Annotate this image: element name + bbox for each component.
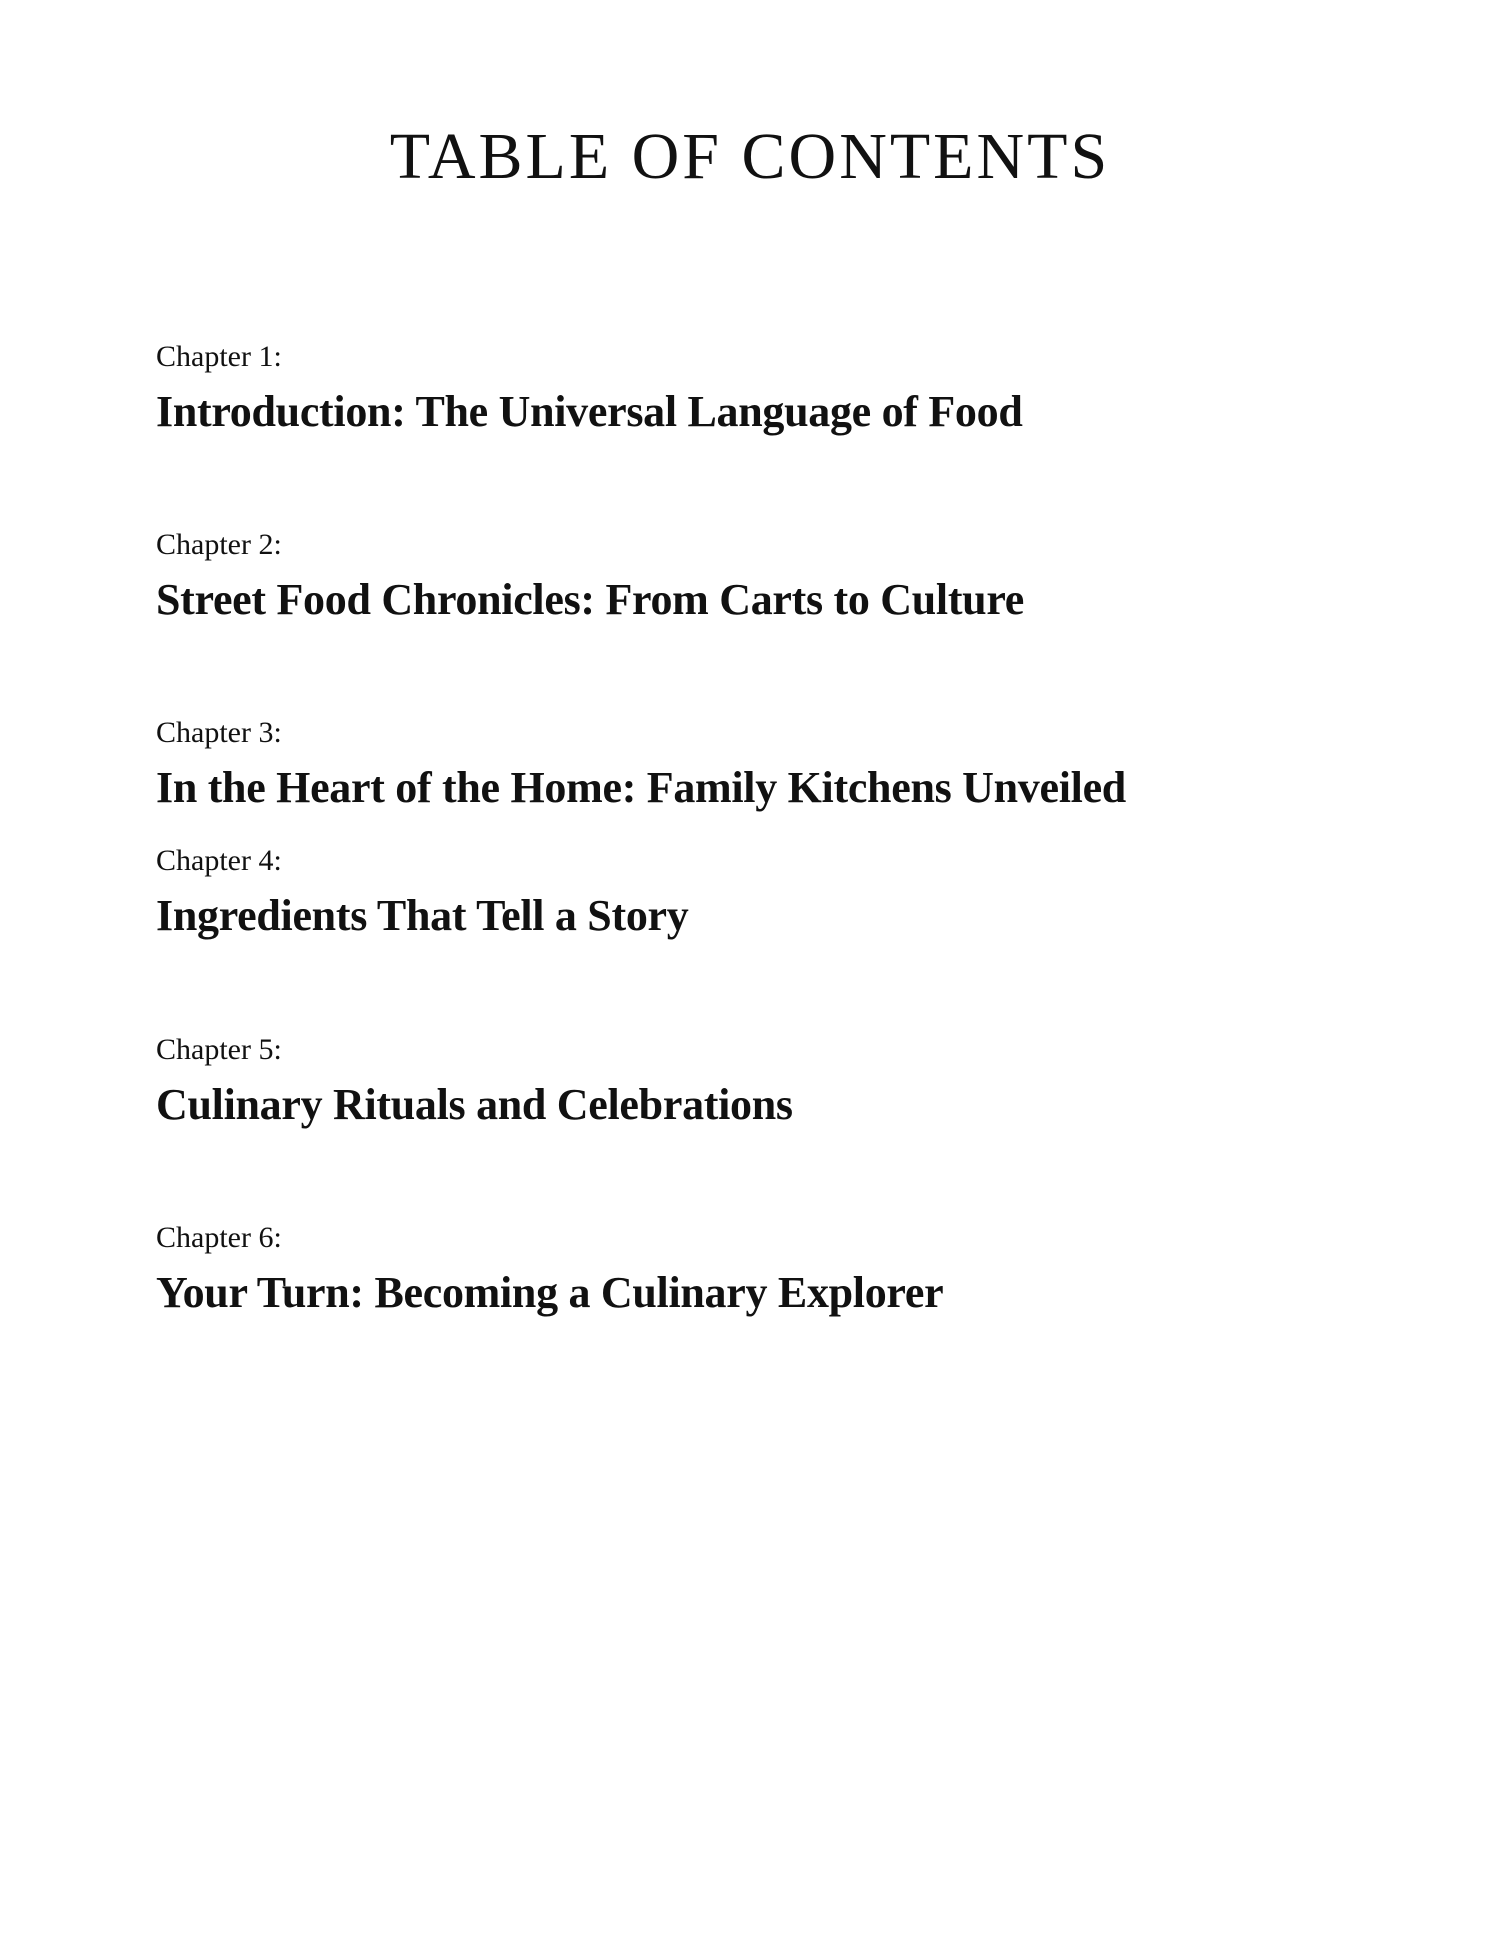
chapter-label: Chapter 2: [156, 528, 282, 561]
chapter-title: Your Turn: Becoming a Culinary Explorer [156, 1268, 944, 1317]
chapter-label: Chapter 1: [156, 340, 282, 373]
chapter-title: Culinary Rituals and Celebrations [156, 1080, 793, 1129]
toc-entry-chapter-1[interactable] [156, 342, 1023, 434]
chapter-label: Chapter 3: [156, 716, 282, 749]
toc-entry-chapter-5[interactable] [156, 1035, 793, 1127]
chapter-title: Introduction: The Universal Language of Food [156, 387, 1023, 436]
chapter-label: Chapter 4: [156, 844, 282, 877]
toc-entry-chapter-3[interactable] [156, 718, 1126, 810]
toc-entry-chapter-6[interactable] [156, 1223, 943, 1315]
chapter-title: Street Food Chronicles: From Carts to Culture [156, 575, 1025, 624]
page-title: TABLE OF CONTENTS [389, 120, 1111, 193]
chapter-title: Ingredients That Tell a Story [156, 891, 689, 940]
chapter-label: Chapter 6: [156, 1221, 282, 1254]
toc-entry-chapter-4[interactable] [156, 846, 688, 938]
toc-entry-chapter-2[interactable] [156, 530, 1024, 622]
chapter-label: Chapter 5: [156, 1033, 282, 1066]
chapter-title: In the Heart of the Home: Family Kitchens Unveiled [156, 763, 1126, 812]
